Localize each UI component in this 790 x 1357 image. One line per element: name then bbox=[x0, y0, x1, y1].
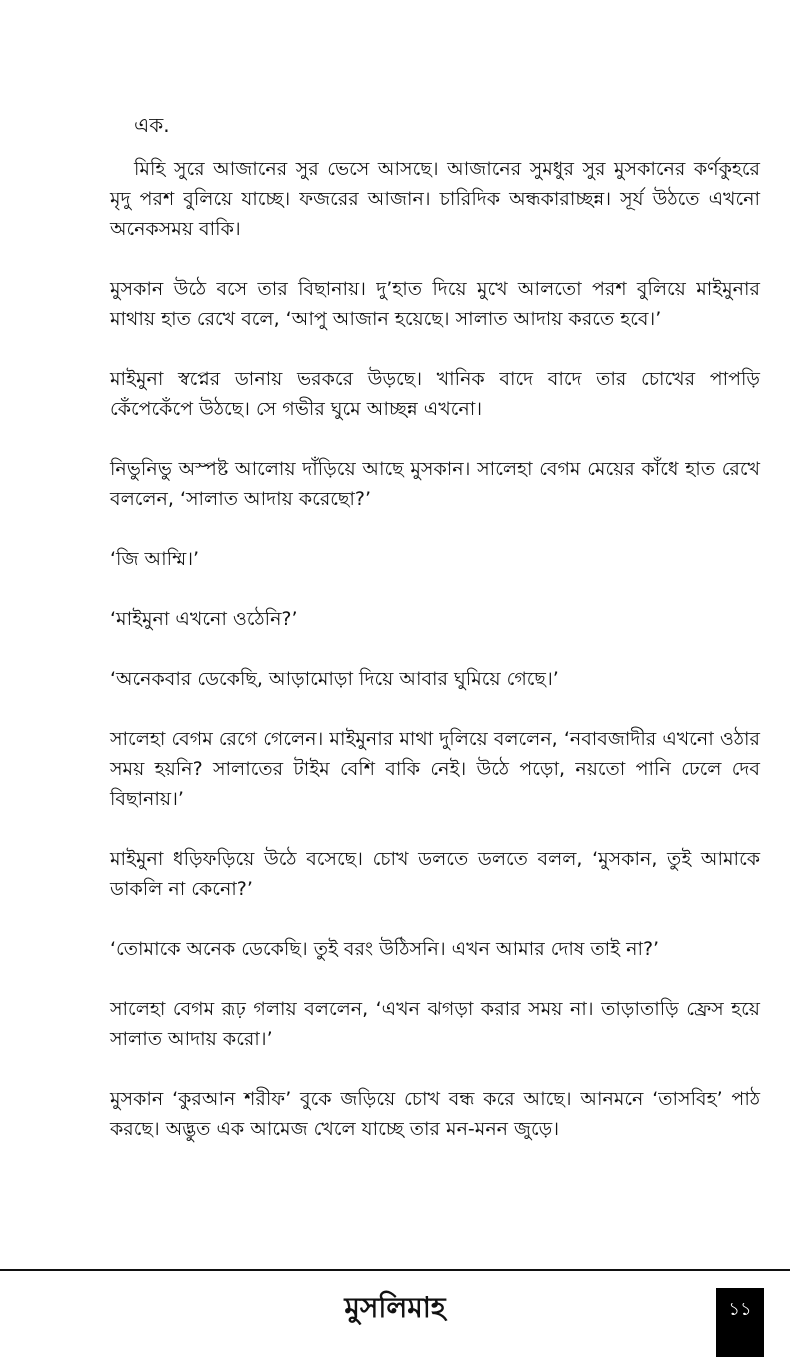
footer-divider bbox=[0, 1269, 790, 1271]
dialogue-line: ‘মাইমুনা এখনো ওঠেনি?’ bbox=[110, 608, 298, 630]
dialogue-line: ‘তোমাকে অনেক ডেকেছি। তুই বরং উঠিসনি। এখন আমার দোষ তাই না?’ bbox=[110, 938, 660, 960]
paragraph: মিহি সুরে আজানের সুর ভেসে আসছে। আজানের সুমধুর সুর মুসকানের কর্ণকুহরে মৃদু পরশ বুলিয়ে যাচ্ছে। ফজরের আজান। চারিদিক অন্ধকারাচ্ছন্ন। সূর্য উঠতে এখনো অনেকসময় বাকি। bbox=[110, 158, 760, 240]
paragraph: নিভুনিভু অস্পষ্ট আলোয় দাঁড়িয়ে আছে মুসকান। সালেহা বেগম মেয়ের কাঁধে হাত রেখে বললেন, ‘সালাত আদায় করেছো?’ bbox=[110, 458, 760, 510]
page-number: ১১ bbox=[716, 1288, 764, 1357]
paragraph: সালেহা বেগম রেগে গেলেন। মাইমুনার মাথা দুলিয়ে বললেন, ‘নবাবজাদীর এখনো ওঠার সময় হয়নি? সালাতের টাইম বেশি বাকি নেই। উঠে পড়ো, নয়তো পানি ঢেলে দেব বিছানায়।’ bbox=[110, 728, 760, 810]
paragraph: মাইমুনা স্বপ্নের ডানায় ভরকরে উড়ছে। খানিক বাদে বাদে তার চোখের পাপড়ি কেঁপেকেঁপে উঠছে। সে গভীর ঘুমে আচ্ছন্ন এখনো। bbox=[110, 368, 760, 420]
chapter-heading: এক. bbox=[134, 113, 170, 137]
page-body bbox=[110, 110, 760, 1174]
dialogue-line: ‘অনেকবার ডেকেছি, আড়ামোড়া দিয়ে আবার ঘুমিয়ে গেছে।’ bbox=[110, 668, 559, 690]
book-title: মুসলিমাহ bbox=[344, 1291, 446, 1324]
paragraph: সালেহা বেগম রূঢ় গলায় বললেন, ‘এখন ঝগড়া করার সময় না। তাড়াতাড়ি ফ্রেস হয়ে সালাত আদায় করো।’ bbox=[110, 998, 760, 1050]
dialogue-line: ‘জি আম্মি।’ bbox=[110, 548, 200, 570]
paragraph: মাইমুনা ধড়িফড়িয়ে উঠে বসেছে। চোখ ডলতে ডলতে বলল, ‘মুসকান, তুই আমাকে ডাকলি না কেনো?’ bbox=[110, 848, 760, 900]
paragraph: মুসকান উঠে বসে তার বিছানায়। দু’হাত দিয়ে মুখে আলতো পরশ বুলিয়ে মাইমুনার মাথায় হাত রেখে বলে, ‘আপু আজান হয়েছে। সালাত আদায় করতে হবে।’ bbox=[110, 278, 760, 330]
paragraph: মুসকান ‘কুরআন শরীফ’ বুকে জড়িয়ে চোখ বন্ধ করে আছে। আনমনে ‘তাসবিহ’ পাঠ করছে। অদ্ভুত এক আমেজ খেলে যাচ্ছে তার মন-মনন জুড়ে। bbox=[110, 1088, 760, 1140]
